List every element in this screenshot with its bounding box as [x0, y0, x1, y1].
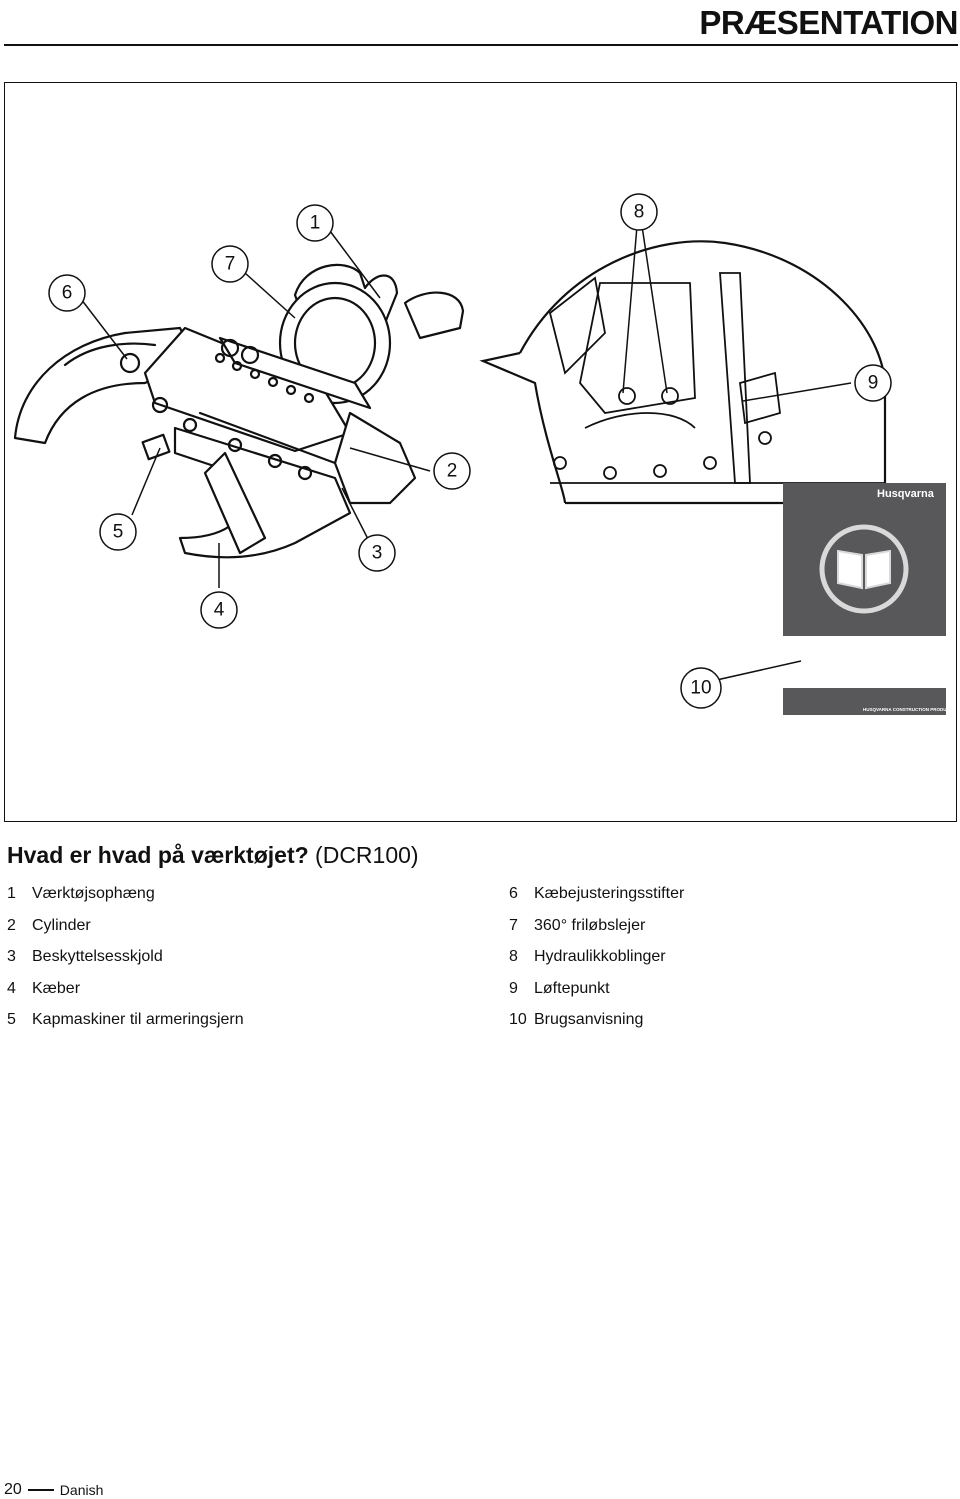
tool-drawing: [5, 83, 958, 823]
callout-9: 9: [867, 372, 879, 394]
legend-number: 3: [7, 948, 16, 965]
legend-list-right: [509, 884, 684, 1042]
legend-number: 9: [509, 979, 518, 997]
legend-item: [509, 916, 684, 948]
page-number: 20: [4, 1481, 22, 1498]
legend-label: Kapmaskiner til armeringsjern: [32, 1011, 244, 1028]
legend-label: Cylinder: [32, 916, 91, 934]
legend-item: [7, 916, 244, 948]
legend-label: Værktøjsophæng: [32, 885, 155, 902]
section-heading-text: Hvad er hvad på værktøjet?: [7, 842, 309, 868]
manual-footer-text: HUSQVARNA CONSTRUCTION PRODUCTS: [863, 707, 956, 712]
callout-4: 4: [213, 599, 225, 621]
legend-label: Løftepunkt: [534, 979, 610, 997]
legend-item: [7, 884, 244, 916]
callout-10: 10: [690, 677, 712, 699]
callout-3: 3: [371, 542, 383, 564]
legend-number: 8: [509, 948, 518, 965]
title-divider: [4, 44, 958, 46]
legend-label: Kæbejusteringsstifter: [534, 885, 685, 902]
footer-language: Danish: [59, 1482, 104, 1498]
legend-label: Kæber: [32, 979, 81, 997]
legend-label: Beskyttelsesskjold: [32, 948, 163, 965]
section-heading: [7, 842, 419, 869]
legend-label: 360° friløbslejer: [534, 916, 646, 934]
callout-5: 5: [112, 521, 124, 543]
callout-1: 1: [309, 212, 321, 234]
legend-item: [509, 1010, 684, 1042]
legend-number: 1: [7, 885, 16, 902]
page-title: PRÆSENTATION: [699, 4, 958, 41]
footer-dash: [28, 1489, 54, 1491]
callout-6: 6: [61, 282, 73, 304]
tool-illustration: [4, 82, 957, 822]
legend-number: 4: [7, 979, 16, 997]
legend-label: Hydraulikkoblinger: [534, 948, 666, 965]
callout-2: 2: [446, 460, 458, 482]
callout-7: 7: [224, 253, 236, 275]
legend-list-left: [7, 884, 244, 1042]
legend-number: 6: [509, 885, 518, 902]
legend-item: [7, 1010, 244, 1042]
legend-item: [7, 979, 244, 1011]
legend-number: 7: [509, 916, 518, 934]
legend-number: 5: [7, 1011, 16, 1028]
legend-number: 10: [509, 1011, 527, 1028]
legend-item: [509, 884, 684, 916]
page-footer: [4, 1481, 103, 1499]
legend-number: 2: [7, 916, 16, 934]
legend-label: Brugsanvisning: [534, 1011, 644, 1028]
legend-item: [509, 947, 684, 979]
manual-brand: Husqvarna: [877, 488, 934, 500]
legend-item: [7, 947, 244, 979]
legend-item: [509, 979, 684, 1011]
callout-8: 8: [633, 201, 645, 223]
model-name: (DCR100): [315, 842, 419, 868]
